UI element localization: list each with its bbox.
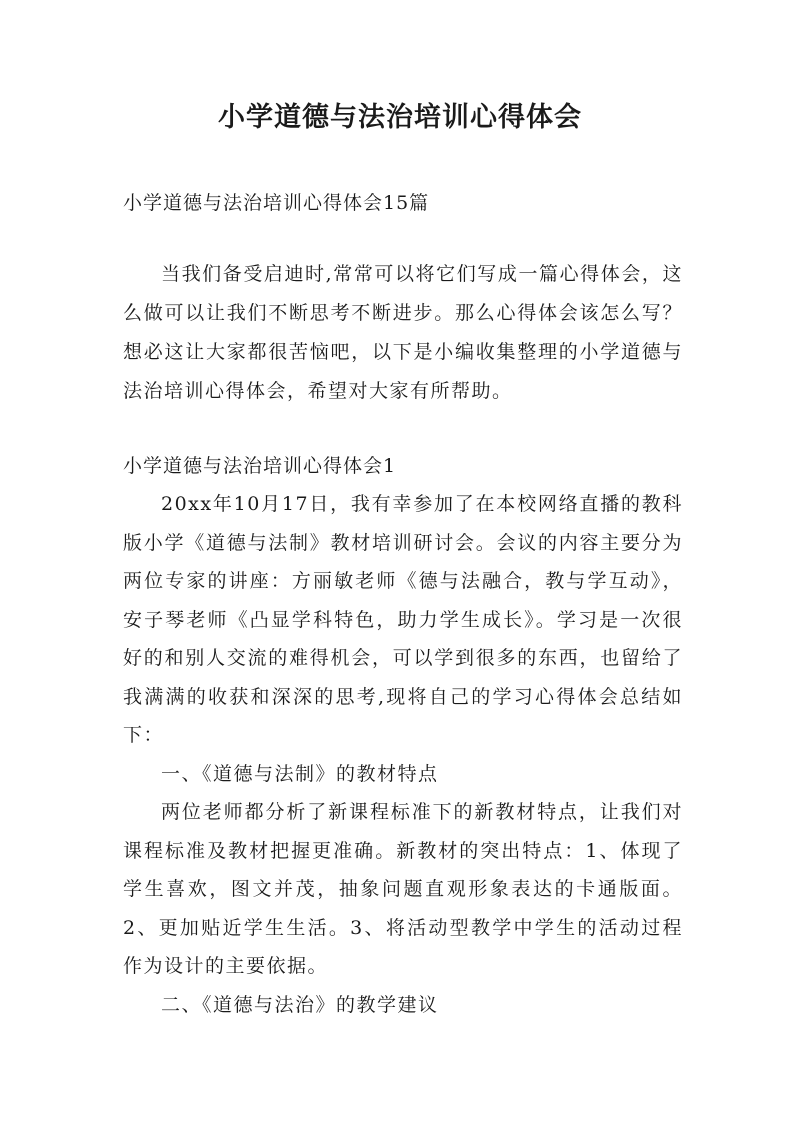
document-title: 小学道德与法治培训心得体会 xyxy=(218,102,582,133)
article-heading: 小学道德与法治培训心得体会1 xyxy=(123,455,397,477)
intro-paragraph: 当我们备受启迪时,常常可以将它们写成一篇心得体会，这么做可以让我们不断思考不断进步。那么心得体会该怎么写？想必这让大家都很苦恼吧，以下是小编收集整理的小学道德与法治培训心得体会，希望对大家有所帮助。 xyxy=(123,263,683,402)
section-heading-2: 二、《道德与法治》的教学建议 xyxy=(161,993,439,1016)
body-paragraph: 20xx年10月17日，我有幸参加了在本校网络直播的教科版小学《道德与法制》教材培训研讨会。会议的内容主要分为两位专家的讲座：方丽敏老师《德与法融合，教与学互动》，安子琴老师《凸显学科特色，助力学生成长》。学习是一次很好的和别人交流的难得机会，可以学到很多的东西，也留给了我满满的收获和深深的思考,现将自己的学习心得体会总结如下： xyxy=(123,493,683,746)
body-paragraph: 两位老师都分析了新课程标准下的新教材特点，让我们对课程标准及教材把握更准确。新教材的突出特点：1、体现了学生喜欢，图文并茂，抽象问题直观形象表达的卡通版面。2、更加贴近学生生活。3、将活动型教学中学生的活动过程作为设计的主要依据。 xyxy=(123,801,683,977)
article-body xyxy=(123,485,683,1024)
section-heading-1: 一、《道德与法制》的教材特点 xyxy=(161,762,439,785)
document-subtitle: 小学道德与法治培训心得体会15篇 xyxy=(123,192,430,214)
